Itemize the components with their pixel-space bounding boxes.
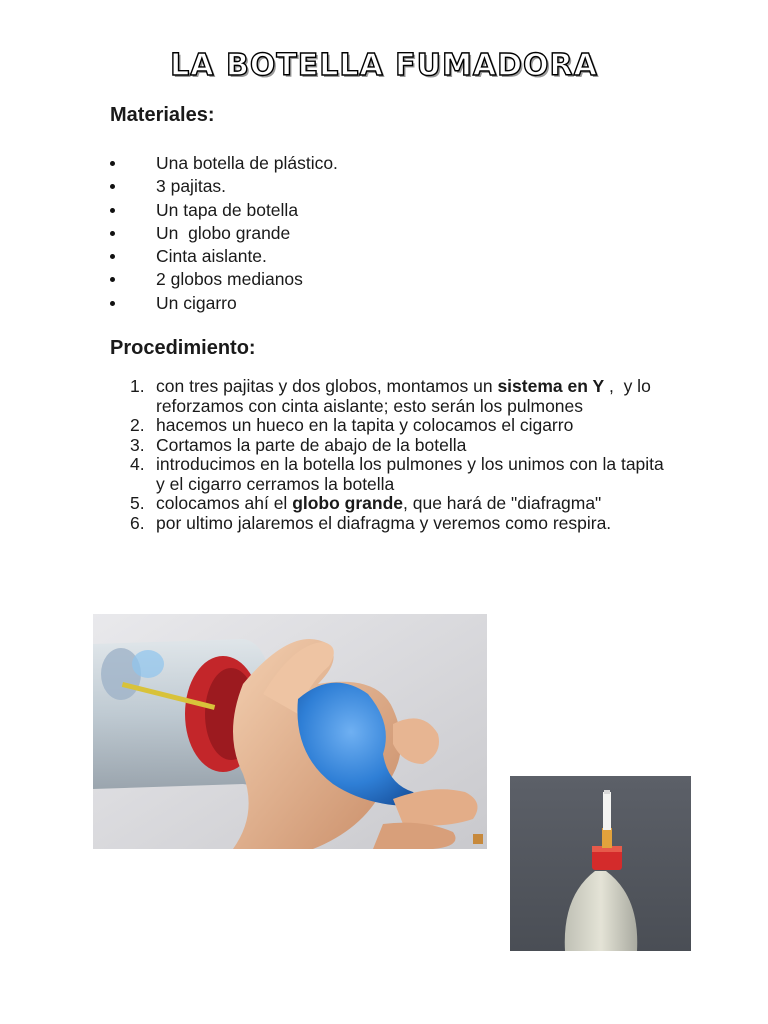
step-number: 6. <box>130 512 145 533</box>
materials-heading: Materiales: <box>110 104 215 126</box>
list-item <box>110 199 338 222</box>
bullet-icon <box>110 254 115 259</box>
bullet-icon <box>110 231 115 236</box>
material-text: Un cigarro <box>156 292 237 313</box>
list-item <box>110 152 338 175</box>
step-text: hacemos un hueco en la tapita y colocamos el cigarro <box>156 415 574 435</box>
photo-hand-balloon-illustration <box>93 614 487 849</box>
step-item <box>110 377 670 416</box>
step-item <box>110 514 670 534</box>
step-item <box>110 455 670 494</box>
bullet-icon <box>110 301 115 306</box>
step-item <box>110 494 670 514</box>
bullet-icon <box>110 161 115 166</box>
bullet-icon <box>110 208 115 213</box>
step-text: Cortamos la parte de abajo de la botella <box>156 434 467 455</box>
step-text-tail: , y lo reforzamos con cinta aislante; esto serán los pulmones <box>156 376 656 416</box>
step-text: por ultimo jalaremos el diafragma y veremos como respira. <box>156 512 612 533</box>
step-item <box>110 416 670 436</box>
step-item <box>110 436 670 456</box>
step-bold-text: globo grande <box>292 493 404 513</box>
step-number: 2. <box>130 415 145 435</box>
document-title: LA BOTELLA FUMADORA <box>170 48 598 83</box>
list-item <box>110 268 338 291</box>
material-text: Un globo grande <box>156 222 291 243</box>
step-number: 4. <box>130 454 145 474</box>
bullet-icon <box>110 184 115 189</box>
material-text: Cinta aislante. <box>156 246 267 267</box>
material-text: 3 pajitas. <box>156 176 227 197</box>
step-number: 5. <box>130 493 145 513</box>
list-item <box>110 222 338 245</box>
list-item <box>110 245 338 268</box>
material-text: 2 globos medianos <box>156 269 303 290</box>
material-text: Un tapa de botella <box>156 199 299 220</box>
procedure-heading: Procedimiento: <box>110 337 256 359</box>
photo-bottle-cap-cigarette <box>510 776 691 951</box>
step-text-tail: , que hará de "diafragma" <box>403 493 602 513</box>
photo-hand-balloon-bottle <box>93 614 487 849</box>
materials-list <box>110 152 338 315</box>
list-item <box>110 292 338 315</box>
material-text: Una botella de plástico. <box>156 153 338 173</box>
procedure-steps <box>110 377 670 533</box>
step-text: introducimos en la botella los pulmones y los unimos con la tapita y el cigarro cerramos la botella <box>156 454 664 494</box>
step-number: 3. <box>130 434 145 455</box>
step-number: 1. <box>130 376 145 396</box>
step-text: colocamos ahí el <box>156 493 293 513</box>
step-bold-text: sistema en Y <box>497 376 605 396</box>
step-text: con tres pajitas y dos globos, montamos un <box>156 376 498 396</box>
list-item <box>110 175 338 198</box>
bullet-icon <box>110 277 115 282</box>
photo-bottle-cap-illustration <box>510 776 691 951</box>
